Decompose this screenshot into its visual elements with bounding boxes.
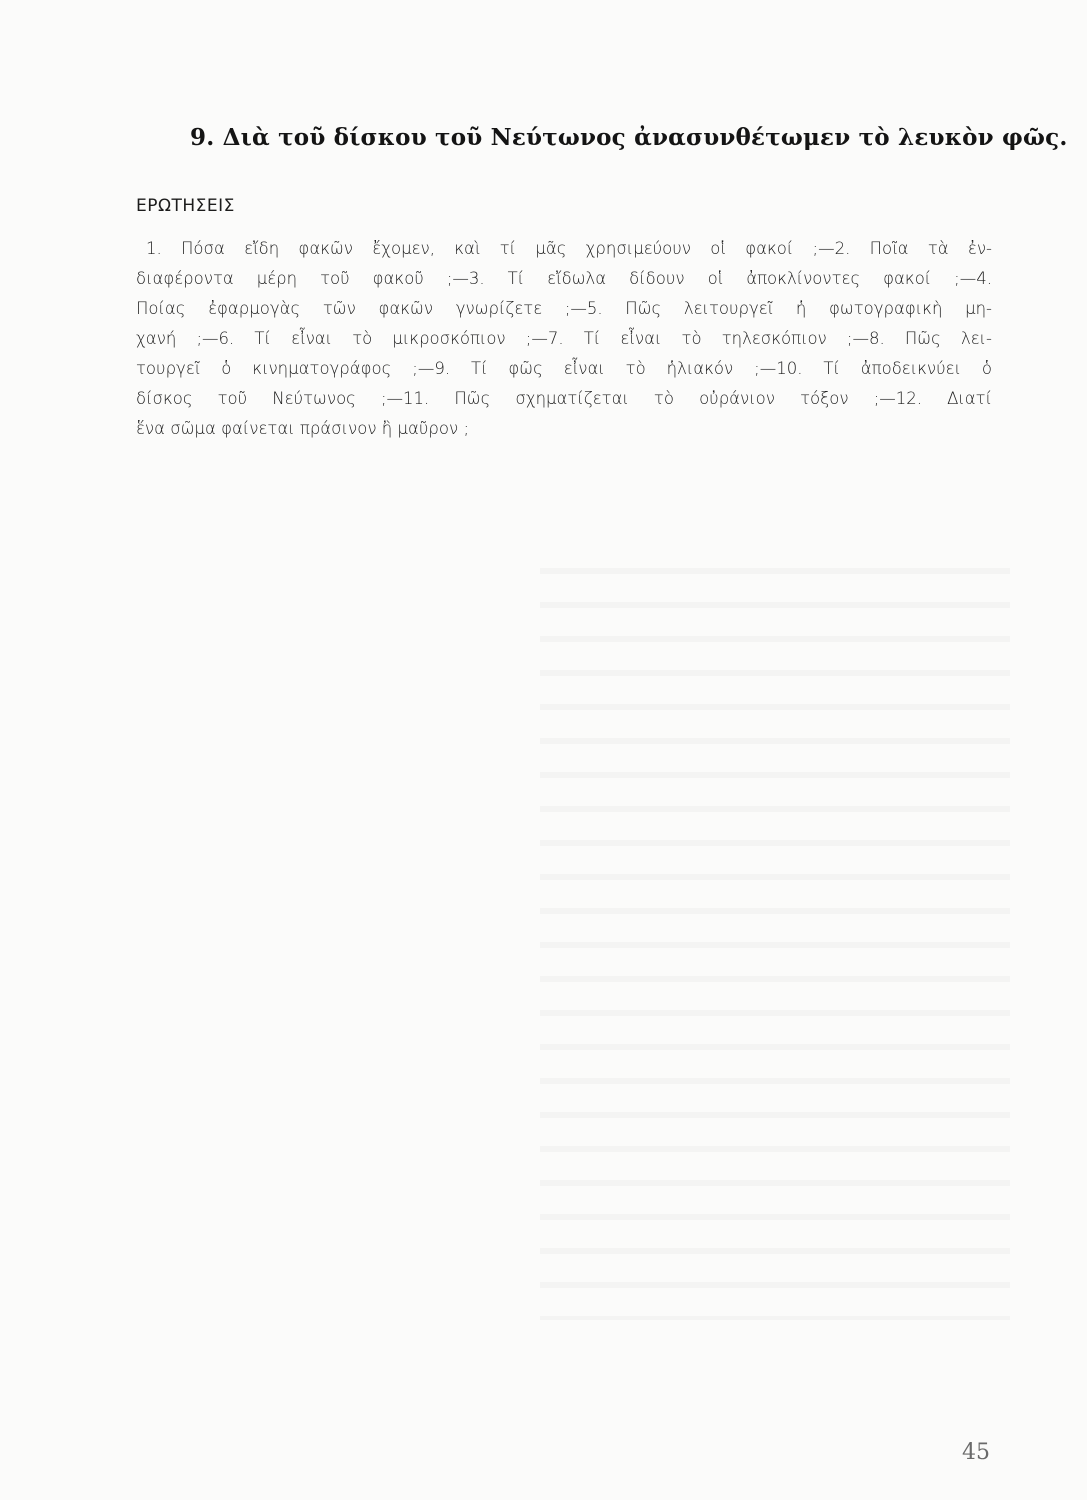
question-line: 1. Πόσα εἴδη φακῶν ἔχομεν, καὶ τί μᾶς χρησιμεύουν οἱ φακοί ;—2. Ποῖα τὰ ἐν- xyxy=(146,239,992,258)
question-line: χανή ;—6. Τί εἶναι τὸ μικροσκόπιον ;—7. Τί εἶναι τὸ τηλεσκόπιον ;—8. Πῶς λει- xyxy=(136,329,992,348)
questions-label: ΕΡΩΤΗΣΕΙΣ xyxy=(136,196,235,216)
section-heading: 9. Διὰ τοῦ δίσκου τοῦ Νεύτωνος ἀνασυνθέτωμεν τὸ λευκὸν φῶς. xyxy=(190,124,1068,151)
question-line: δίσκος τοῦ Νεύτωνος ;—11. Πῶς σχηματίζεται τὸ οὐράνιον τόξον ;—12. Διατί xyxy=(136,389,992,408)
page-number: 45 xyxy=(962,1440,990,1465)
question-line: ἕνα σῶμα φαίνεται πράσινον ἢ μαῦρον ; xyxy=(136,419,469,438)
questions-paragraph xyxy=(136,234,996,444)
reverse-side-show-through xyxy=(540,540,1010,1320)
question-line: Ποίας ἐφαρμογὰς τῶν φακῶν γνωρίζετε ;—5. Πῶς λειτουργεῖ ἡ φωτογραφικὴ μη- xyxy=(136,299,992,318)
question-line: διαφέροντα μέρη τοῦ φακοῦ ;—3. Τί εἴδωλα δίδουν οἱ ἀποκλίνοντες φακοί ;—4. xyxy=(136,269,992,288)
question-line: τουργεῖ ὁ κινηματογράφος ;—9. Τί φῶς εἶναι τὸ ἡλιακόν ;—10. Τί ἀποδεικνύει ὁ xyxy=(136,359,992,378)
